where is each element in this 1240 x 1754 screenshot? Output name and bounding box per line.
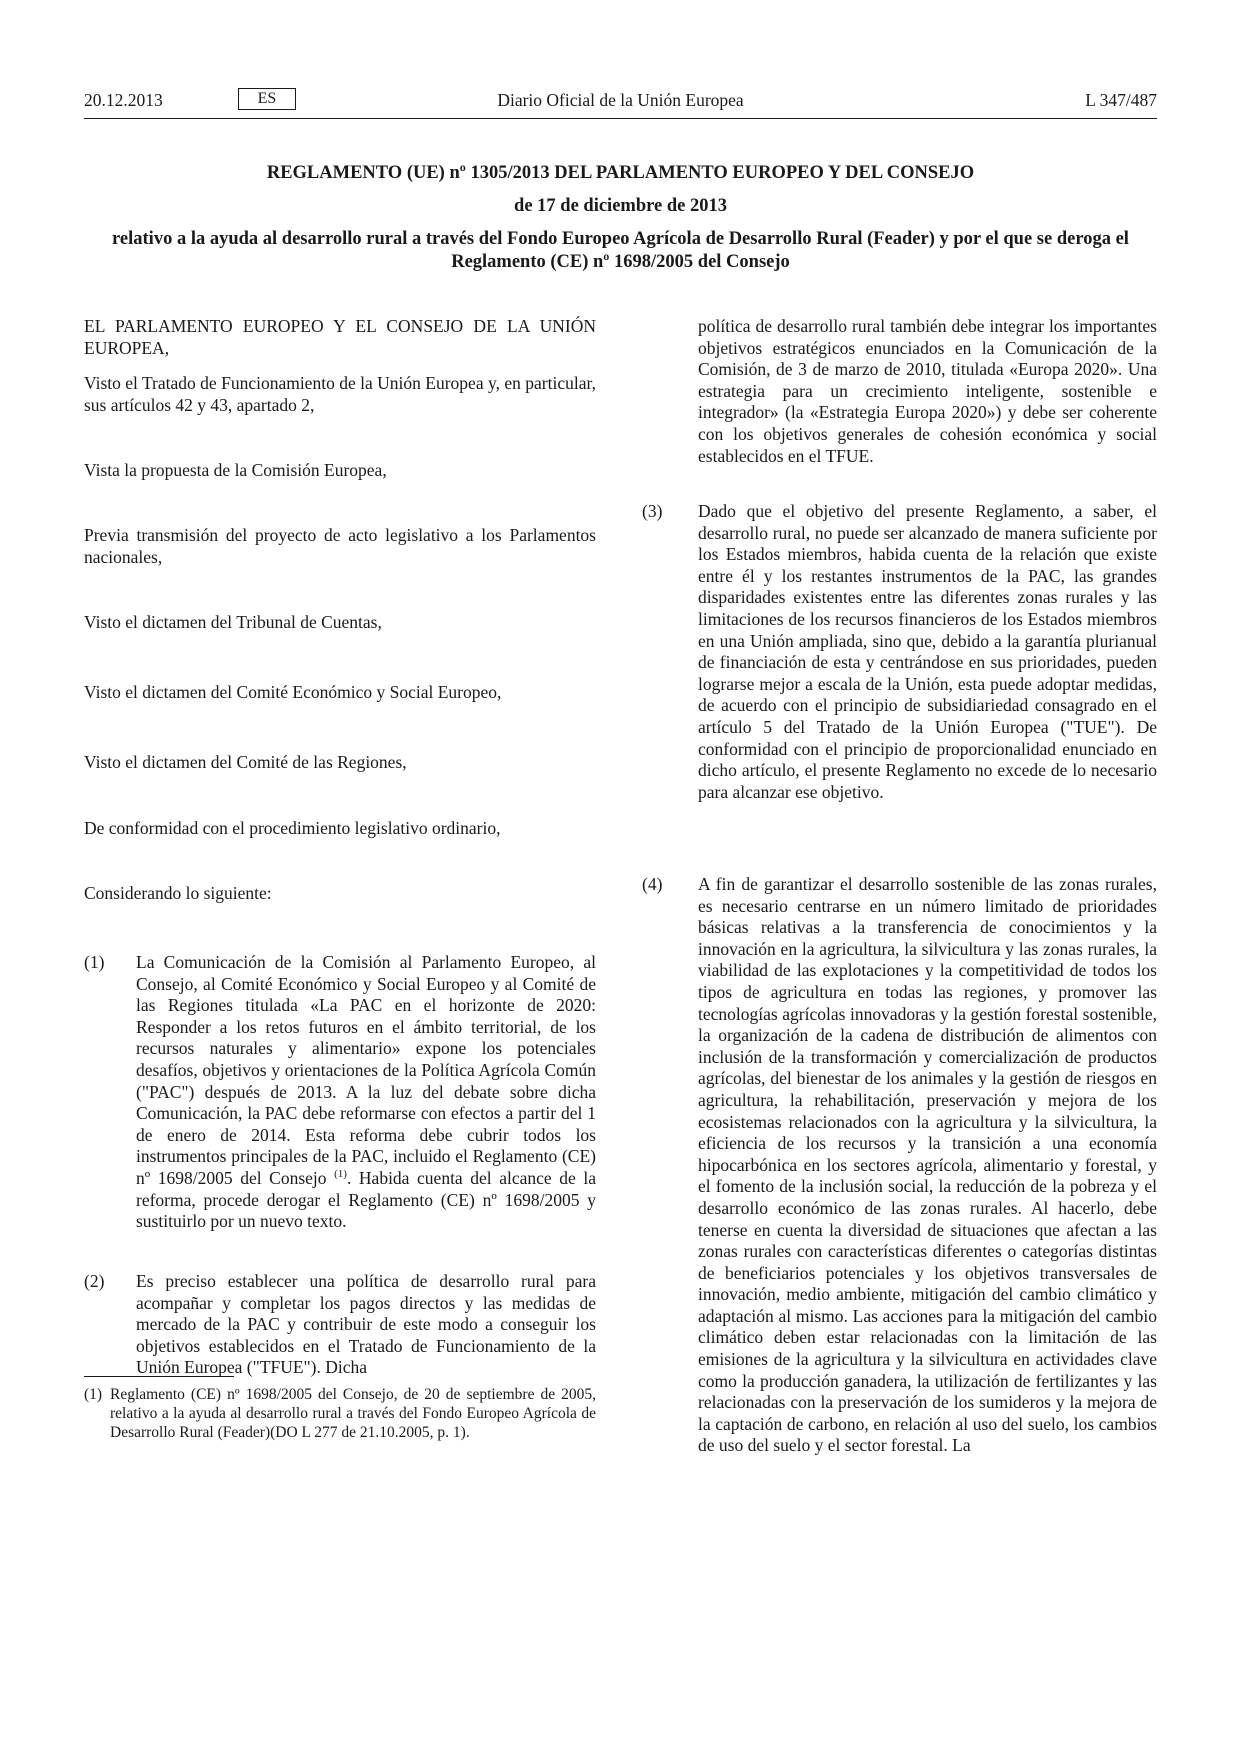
- publication-date: 20.12.2013: [84, 90, 163, 110]
- footnote-mark: (1): [84, 1386, 103, 1403]
- recital-number: (2): [84, 1271, 105, 1291]
- journal-title: Diario Oficial de la Unión Europea: [497, 90, 744, 110]
- footnote-rule: [84, 1376, 234, 1377]
- footnote-reference[interactable]: (1): [334, 1168, 347, 1181]
- footnote-text: Reglamento (CE) nº 1698/2005 del Consejo, de 20 de septiembre de 2005, relativo a la ayuda al desarrollo rural a través del Fondo Europeo Agrícola de Desarrollo Rural (Feader)(DO L 277 de 21.10.2005, p. 1).: [110, 1386, 596, 1441]
- preamble-procedure: De conformidad con el procedimiento legislativo ordinario,: [84, 818, 501, 838]
- page-reference: L 347/487: [1085, 90, 1157, 110]
- preamble-transmission: Previa transmisión del proyecto de acto legislativo a los Parlamentos nacionales,: [84, 525, 596, 567]
- regulation-date: de 17 de diciembre de 2013: [514, 196, 727, 216]
- preamble-treaty: Visto el Tratado de Funcionamiento de la Unión Europea y, en particular, sus artículos 42 y 43, apartado 2,: [84, 373, 596, 415]
- preamble-court-of-auditors: Visto el dictamen del Tribunal de Cuentas,: [84, 612, 382, 632]
- preamble-institutions: EL PARLAMENTO EUROPEO Y EL CONSEJO DE LA UNIÓN EUROPEA,: [84, 316, 596, 358]
- recital-text: política de desarrollo rural también debe integrar los importantes objetivos estratégicos enunciados en la Comunicación de la Comisión, de 3 de marzo de 2010, titulada «Europa 2020». Una estrategia para un crecimiento inteligente, sostenible e integrador» (la «Estrategia Europa 2020») y debe ser coherente con los objetivos generales de cohesión económica y social establecidos en el TFUE.: [698, 316, 1157, 466]
- regulation-title: REGLAMENTO (UE) nº 1305/2013 DEL PARLAMENTO EUROPEO Y DEL CONSEJO: [266, 163, 975, 183]
- preamble-whereas: Considerando lo siguiente:: [84, 883, 272, 903]
- regulation-subject: relativo a la ayuda al desarrollo rural a través del Fondo Europeo Agrícola de Desarrollo Rural (Feader) y por el que se deroga el Reglamento (CE) nº 1698/2005 del Consejo: [112, 229, 1129, 272]
- header-rule: [84, 118, 1157, 119]
- recital-text: Dado que el objetivo del presente Reglamento, a saber, el desarrollo rural, no puede ser alcanzado de manera suficiente por los Estados miembros, habida cuenta de la relación que existe entre él y los restantes instrumentos de la PAC, las grandes disparidades existentes entre las diferentes zonas rurales y las limitaciones de los recursos financieros de los Estados miembros en una Unión ampliada, sino que, debido a la garantía plurianual de financiación de esta y centrándose en sus prioridades, pueden lograrse mejor a escala de la Unión, esta puede adoptar medidas, de acuerdo con el principio de subsidiariedad consagrado en el artículo 5 del Tratado de la Unión Europea ("TUE"). De conformidad con el principio de proporcionalidad enunciado en dicho artículo, el presente Reglamento no excede de lo necesario para alcanzar ese objetivo.: [698, 501, 1157, 802]
- recital-number: (3): [642, 501, 663, 521]
- preamble-esc: Visto el dictamen del Comité Económico y Social Europeo,: [84, 682, 502, 702]
- recital-number: (1): [84, 952, 105, 972]
- recital-text: A fin de garantizar el desarrollo sostenible de las zonas rurales, es necesario centrarse en un número limitado de prioridades básicas relativas a la transferencia de conocimientos y la innovación en la agricultura, la silvicultura y las zonas rurales, la viabilidad de las explotaciones y la competitividad de todos los tipos de agricultura en todas las regiones, y promover las tecnologías agrícolas innovadoras y la gestión forestal sostenible, la organización de la cadena de distribución de alimentos con inclusión de la transformación y comercialización de productos agrícolas, del bienestar de los animales y la gestión de riesgos en agricultura, la rehabilitación, preservación y mejora de los ecosistemas relacionados con la agricultura y la silvicultura, la eficiencia de los recursos y la transición a una economía hipocarbónica en los sectores agrícola, alimentario y forestal, y el fomento de la inclusión social, la reducción de la pobreza y el desarrollo económico de las zonas rurales. Al hacerlo, debe tenerse en cuenta la diversidad de situaciones que afectan a las zonas rurales con características diferentes o categorías distintas de beneficiarios potenciales y los objetivos transversales de innovación, medio ambiente, mitigación del cambio climático y adaptación al mismo. Las acciones para la mitigación del cambio climático deben estar relacionadas con la limitación de las emisiones de la agricultura y la silvicultura en actividades clave como la producción ganadera, la utilización de fertilizantes y las relacionadas con la preservación de los sumideros y la mejora de la captación de carbono, en relación al uso del suelo, los cambios de uso del suelo y el sector forestal. La: [698, 874, 1157, 1456]
- recital-text: Es preciso establecer una política de desarrollo rural para acompañar y completar los pagos directos y las medidas de mercado de la PAC y contribuir de este modo a conseguir los objetivos establecidos en el Tratado de Funcionamiento de la Unión Europea ("TFUE"). Dicha: [136, 1271, 596, 1378]
- preamble-cor: Visto el dictamen del Comité de las Regiones,: [84, 752, 407, 772]
- page-header: [84, 88, 1157, 122]
- recital-text: La Comunicación de la Comisión al Parlamento Europeo, al Consejo, al Comité Económico y Social Europeo y al Comité de las Regiones titulada «La PAC en el horizonte de 2020: Responder a los retos futuros en el ámbito territorial, de los recursos naturales y alimentario» expone los potenciales desafíos, objetivos y orientaciones de la Política Agrícola Común ("PAC") después de 2013. A la luz del debate sobre dicha Comunicación, la PAC debe reformarse con efectos a partir del 1 de enero de 2014. Esta reforma debe cubrir todos los instrumentos principales de la PAC, incluido el Reglamento (CE) nº 1698/2005 del Consejo $^{(1)}$. Habida cuenta del alcance de la reforma, procede derogar el Reglamento (CE) nº 1698/2005 y sustituirlo por un nuevo texto.: [136, 952, 596, 1232]
- language-badge: ES: [238, 88, 296, 110]
- recital-number: (4): [642, 874, 663, 894]
- preamble-proposal: Vista la propuesta de la Comisión Europea,: [84, 460, 387, 480]
